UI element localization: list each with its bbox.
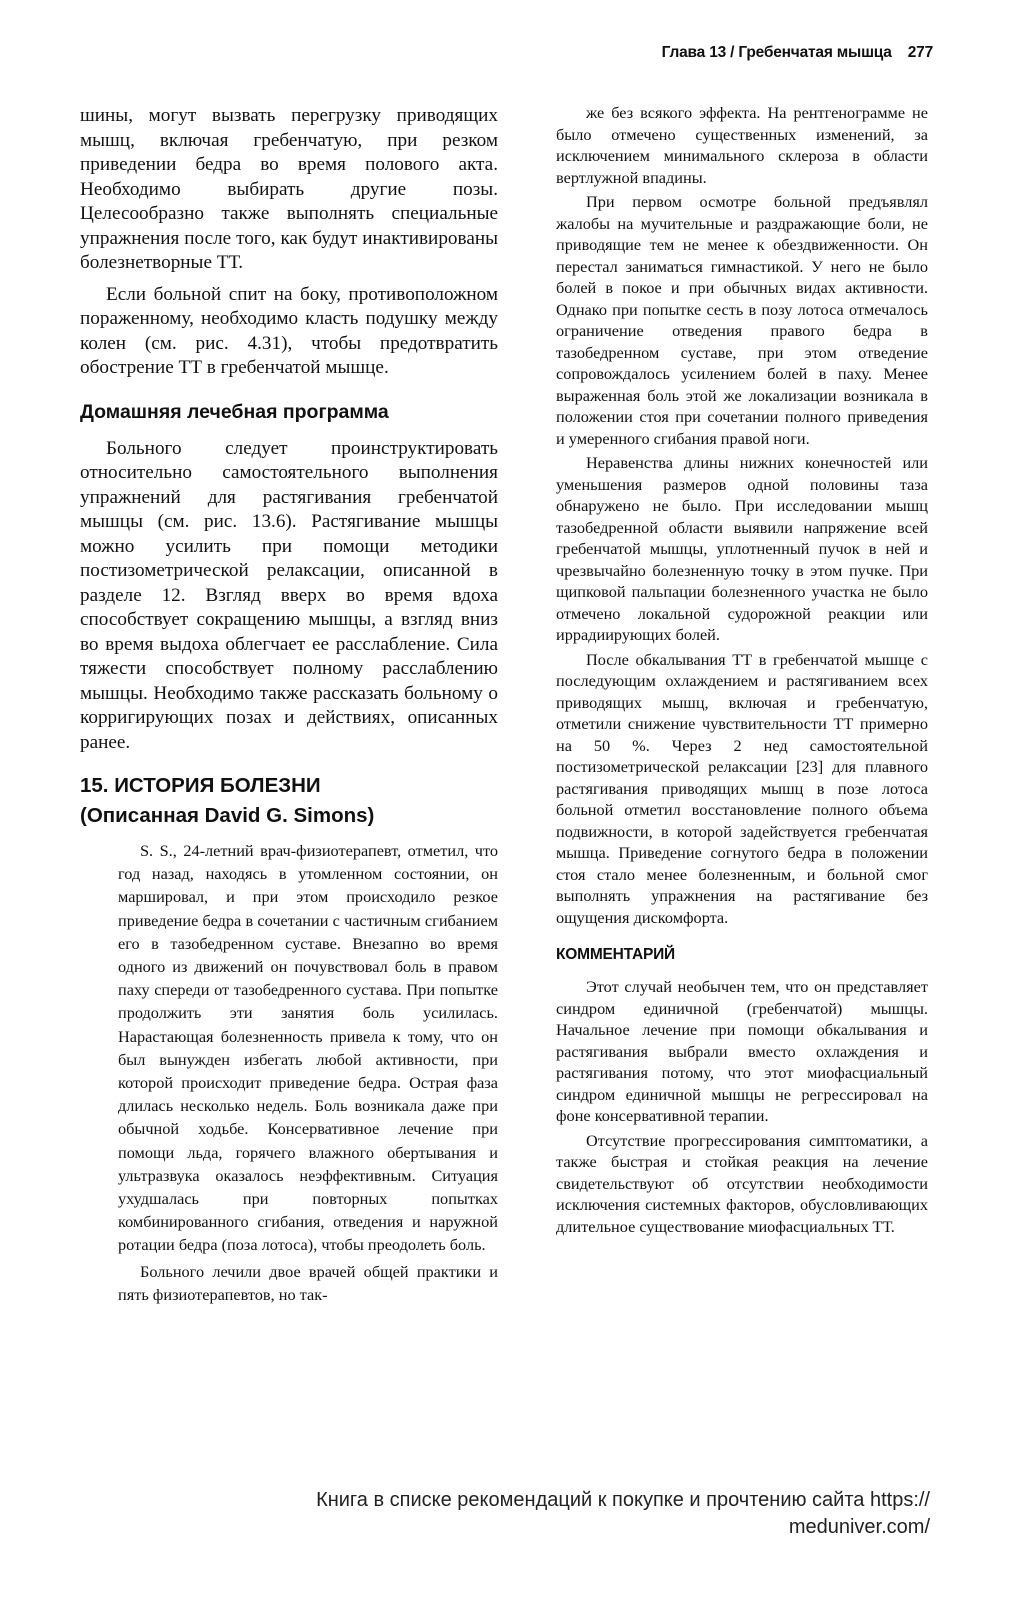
case-paragraph-1: S. S., 24-летний врач-физиотерапевт, отметил, что год назад, находясь в утомленном состоянии, он маршировал, и при этом происходило резкое приведение бедра в сочетании с частичным сгибанием его в тазобедренном суставе. Внезапно во время одного из движений он почувствовал боль в правом паху спереди от тазобедренного сустава. При попытке продолжить эти занятия боль усилилась. Нарастающая болезненность привела к тому, что он был вынужден избегать любой активности, при которой происходит приведение бедра. Острая фаза длилась несколько недель. Боль возникала даже при обычной ходьбе. Консервативное лечение при помощи льда, горячего влажного обертывания и ультразвука оказалось неэффективным. Ситуация ухудшалась при повторных попытках комбинированного сгибания, отведения и наружной ротации бедра (поза лотоса), чтобы преодолеть боль. — [118, 841, 498, 1255]
page-number: 277 — [907, 44, 933, 61]
footer-note-line-1: Книга в списке рекомендаций к покупке и прочтению сайта https:// — [316, 1489, 930, 1511]
home-program-heading: Домашняя лечебная программа — [80, 400, 389, 423]
right-column — [556, 102, 928, 1240]
chapter-title: Глава 13 / Гребенчатая мышца — [661, 44, 892, 61]
case-history-title: 15. ИСТОРИЯ БОЛЕЗНИ — [80, 774, 321, 797]
case-history-heading — [80, 771, 498, 831]
left-paragraph-2: Если больной спит на боку, противоположном пораженному, необходимо класть подушку между колен (см. рис. 4.31), чтобы предотвратить обострение ТТ в гребенчатой мышце. — [80, 283, 498, 378]
left-paragraph-1: шины, могут вызвать перегрузку приводящих мышц, включая гребенчатую, при резком приведении бедра во время полового акта. Необходимо выбирать другие позы. Целесообразно также выполнять специальные упражнения после того, как будут инактивированы болезнетворные ТТ. — [80, 105, 498, 273]
case-paragraph-2: Больного лечили двое врачей общей практики и пять физиотерапевтов, но так- — [118, 1261, 498, 1304]
right-paragraph-3: Неравенства длины нижних конечностей или уменьшения размеров одной половины таза обнаружено не было. При исследовании мышц тазобедренной области выявили напряжение всей гребенчатой мышцы, уплотненный пучок в ней и чрезвычайно болезненную точку в этом пучке. При щипковой пальпации болезненного участка не было отмечено локальной судорожной реакции или иррадиирующих болей. — [556, 453, 928, 644]
right-paragraph-1: же без всякого эффекта. На рентгенограмме не было отмечено существенных изменений, за исключением минимального склероза в области вертлужной впадины. — [556, 103, 928, 187]
comment-heading: КОММЕНТАРИЙ — [556, 946, 675, 963]
comment-paragraph-1: Этот случай необычен тем, что он представляет синдром единичной (гребенчатой) мышцы. Начальное лечение при помощи обкалывания и растягивания выбрали вместо охлаждения и растягивания потому, что этот миофасциальный синдром единичной мышцы не регрессировал на фоне консервативной терапии. — [556, 977, 928, 1125]
right-paragraph-4: После обкалывания ТТ в гребенчатой мышце с последующим охлаждением и растягиванием всех приводящих мышц, включая и гребенчатую, отметили снижение чувствительности ТТ примерно на 50 %. Через 2 нед самостоятельной постизометрической релаксации [23] для плавного растягивания приводящих мышц в позе лотоса больной отметил восстановление полного объема подвижности, в которой задействуется гребенчатая мышца. Приведение согнутого бедра в положении стоя стало менее болезненным, и больной смог выполнять упражнения на растягивание без ощущения дискомфорта. — [556, 649, 928, 927]
site-recommendation-note — [130, 1487, 930, 1541]
left-column — [80, 104, 498, 1309]
home-program-paragraph: Больного следует проинструктировать относительно самостоятельного выполнения упражнений для растягивания гребенчатой мышцы (см. рис. 13.6). Растягивание мышцы можно усилить при помощи методики постизометрической релаксации, описанной в разделе 12. Взгляд вверх во время вдоха способствует сокращению мышцы, а взгляд вниз во время выдоха облегчает ее расслабление. Сила тяжести способствует полному расслаблению мышцы. Необходимо также рассказать больному о корригирующих позах и действиях, описанных ранее. — [80, 437, 498, 753]
case-history-subtitle: (Описанная David G. Simons) — [80, 804, 375, 827]
right-paragraph-2: При первом осмотре больной предъявлял жалобы на мучительные и раздражающие боли, не приводящие тем не менее к обездвиженности. Он перестал заниматься гимнастикой. У него не было болей в покое и при обычных видах активности. Однако при попытке сесть в позу лотоса отмечалось ограничение отведения правого бедра в тазобедренном суставе, при этом отведение сопровождалось усилением болей в паху. Менее выраженная боль этой же локализации возникала в положении стоя при сочетании полного приведения и умеренного сгибания правой ноги. — [556, 192, 928, 448]
comment-paragraph-2: Отсутствие прогрессирования симптоматики, а также быстрая и стойкая реакция на лечение свидетельствуют об отсутствии необходимости исключения системных факторов, обусловливающих длительное существование миофасциальных ТТ. — [556, 1130, 928, 1236]
footer-note-line-2: meduniver.com/ — [788, 1516, 930, 1538]
case-history-text — [118, 839, 498, 1306]
running-head — [662, 44, 933, 62]
